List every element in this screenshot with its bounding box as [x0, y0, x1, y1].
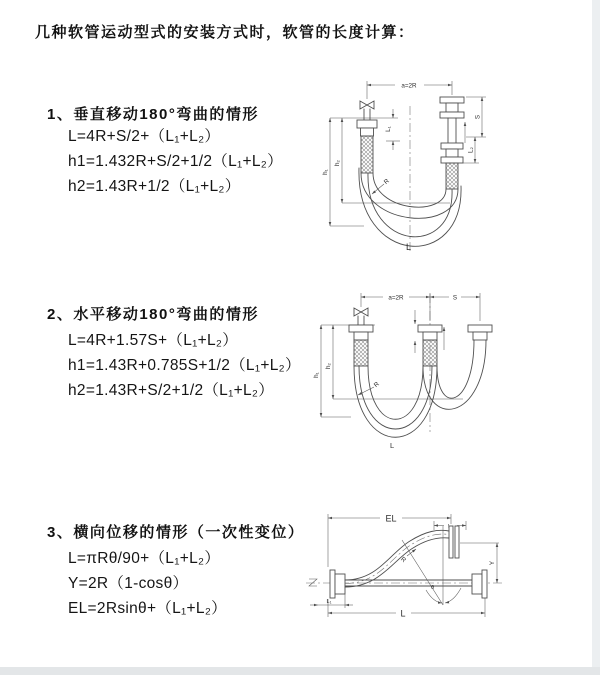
- upper-flange-displaced: [449, 526, 459, 558]
- dim-label-l: L: [400, 608, 406, 619]
- right-pipe-flanges: [440, 97, 464, 163]
- section1-heading: 1、垂直移动180°弯曲的情形: [47, 106, 259, 123]
- braided-hose-left: [361, 136, 373, 173]
- dim-label-r: R: [372, 380, 381, 389]
- dimension-h2: [325, 325, 463, 399]
- diagram-horizontal-180-bend: [313, 280, 600, 476]
- formula: h1=1.43R+0.785S+1/2（L₁+L₂）: [68, 357, 301, 374]
- left-pipe: [349, 325, 373, 366]
- dim-label-el: EL: [385, 513, 397, 524]
- valve-icon: [354, 308, 368, 325]
- valve-icon: [360, 101, 374, 120]
- section2-formulas: [68, 328, 301, 403]
- dim-label-l1: L₁: [385, 126, 392, 132]
- formula: L=4R+1.57S+（L₁+L₂）: [68, 332, 239, 349]
- dim-label-l-total: L: [406, 242, 412, 252]
- formula: EL=2Rsinθ+（L₁+L₂）: [68, 600, 227, 617]
- right-pipe: [468, 325, 492, 340]
- left-pipe-flange: [357, 120, 377, 136]
- page-edge-bottom: [0, 667, 600, 675]
- angle-theta: [426, 585, 461, 603]
- dimension-l1: [385, 109, 400, 150]
- section3-heading: 3、横向位移的情形（一次性变位）: [47, 524, 305, 541]
- dimension-s: [430, 293, 480, 321]
- formula: L=4R+S/2+（L₁+L₂）: [68, 128, 221, 145]
- dim-label-h1: h₁: [322, 169, 329, 175]
- formula: h1=1.432R+S/2+1/2（L₁+L₂）: [68, 153, 283, 170]
- construction-incline-line: [402, 540, 443, 605]
- hose-u-bend-original: [354, 366, 437, 437]
- right-flange: [472, 570, 487, 598]
- formula: Y=2R（1-cosθ）: [68, 575, 189, 592]
- formula: h2=1.43R+S/2+1/2（L₁+L₂）: [68, 382, 275, 399]
- dimension-h1: [322, 118, 364, 226]
- dim-label-h2: h₂: [334, 160, 341, 166]
- dimension-h2: [334, 118, 450, 203]
- axis-break-symbol: [309, 579, 317, 586]
- section1-formulas: [68, 124, 283, 199]
- formula: h2=1.43R+1/2（L₁+L₂）: [68, 178, 241, 195]
- dim-label-theta: θ: [431, 585, 435, 591]
- dim-label-l-total: L: [390, 441, 395, 450]
- dim-label-h1: h₁: [313, 372, 320, 378]
- dim-label-a2r: a=2R: [401, 82, 417, 90]
- dimension-h1: [313, 325, 351, 417]
- dim-label-r: R: [382, 177, 391, 186]
- hose-s-curve: [345, 530, 449, 587]
- dim-label-r: R: [399, 555, 408, 565]
- radius-callout: [372, 177, 391, 194]
- diagram-lateral-displacement: [298, 503, 600, 663]
- diagram-vertical-180-bend: [320, 66, 592, 258]
- left-flange: [330, 570, 345, 598]
- dim-label-s: S: [452, 294, 458, 302]
- dimension-a2r: [367, 81, 452, 99]
- page-title: 几种软管运动型式的安装方式时，软管的长度计算：: [35, 24, 415, 41]
- dim-label-l1-bottom: L₁: [326, 599, 332, 605]
- dim-label-h2: h₂: [325, 363, 332, 369]
- page-edge-right: [592, 0, 600, 675]
- dimension-l-total: [328, 598, 485, 619]
- formula: L=πRθ/90+（L₁+L₂）: [68, 550, 221, 567]
- dimension-s: [466, 97, 486, 137]
- dim-label-s: S: [474, 114, 482, 120]
- dim-label-l2: L₂: [467, 147, 475, 153]
- middle-pipe: [418, 325, 442, 366]
- section3-formulas: [68, 546, 227, 621]
- dim-label-a2r: a=2R: [388, 294, 404, 302]
- braided-hose-right: [446, 163, 458, 189]
- dim-label-y: Y: [489, 560, 496, 566]
- section2-heading: 2、水平移动180°弯曲的情形: [47, 306, 259, 323]
- dimension-a2r: [361, 293, 430, 321]
